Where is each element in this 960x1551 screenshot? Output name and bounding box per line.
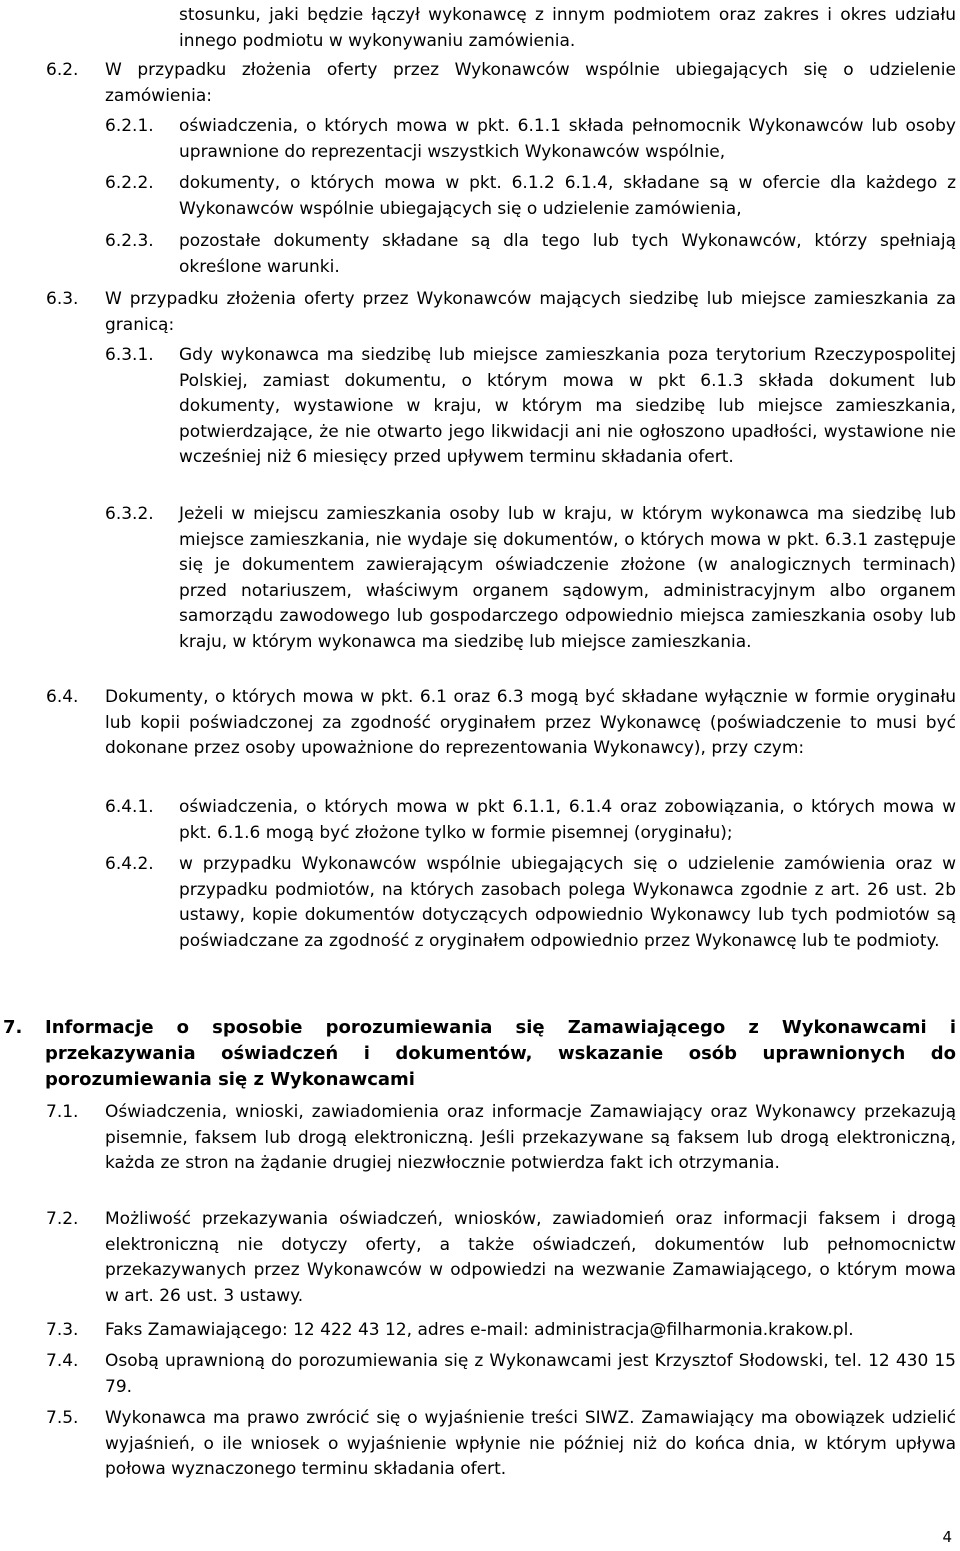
section-title: Informacje o sposobie porozumiewania się Zamawiającego z Wykonawcami i przekazywania oświadczeń i dokumentów, wskazanie osób uprawnionych do porozumiewania się z Wykonawcami	[45, 1017, 956, 1090]
paragraph-number: 6.3.1.	[105, 345, 154, 365]
paragraph-number: 7.3.	[46, 1320, 79, 1340]
paragraph-number: 6.2.2.	[105, 173, 154, 193]
paragraph-text: W przypadku złożenia oferty przez Wykonawców wspólnie ubiegających się o udzielenie zamówienia:	[105, 60, 956, 106]
paragraph-text: Wykonawca ma prawo zwrócić się o wyjaśnienie treści SIWZ. Zamawiający ma obowiązek udzielić wyjaśnień, o ile wniosek o wyjaśnienie wpłynie nie później niż do końca dnia, w którym upływa połowa wyznaczonego terminu składania ofert.	[105, 1408, 956, 1479]
paragraph-number: 6.4.2.	[105, 854, 154, 874]
paragraph-text: pozostałe dokumenty składane są dla tego lub tych Wykonawców, którzy spełniają określone warunki.	[179, 231, 956, 277]
paragraph-number: 6.3.2.	[105, 504, 154, 524]
paragraph-text: dokumenty, o których mowa w pkt. 6.1.2 6.1.4, składane są w ofercie dla każdego z Wykonawców wspólnie ubiegających się o udzielenie zamówienia,	[179, 173, 956, 219]
paragraph-number: 6.4.	[46, 687, 79, 707]
paragraph-text: Osobą uprawnioną do porozumiewania się z Wykonawcami jest Krzysztof Słodowski, tel. 12 430 15 79.	[105, 1351, 956, 1397]
paragraph-number: 6.4.1.	[105, 797, 154, 817]
paragraph-text: W przypadku złożenia oferty przez Wykonawców mających siedzibę lub miejsce zamieszkania za granicą:	[105, 289, 956, 335]
paragraph-text: Gdy wykonawca ma siedzibę lub miejsce zamieszkania poza terytorium Rzeczypospolitej Polskiej, zamiast dokumentu, o którym mowa w pkt 6.1.3 składa dokument lub dokumenty, wystawione w kraju, w którym ma siedzibę lub miejsce zamieszkania, potwierdzające, że nie otwarto jego likwidacji ani nie ogłoszono upadłości, wystawione nie wcześniej niż 6 miesięcy przed upływem terminu składania ofert.	[179, 345, 956, 467]
paragraph-text: Dokumenty, o których mowa w pkt. 6.1 oraz 6.3 mogą być składane wyłącznie w formie oryginału lub kopii poświadczonej za zgodność oryginałem przez Wykonawcę (poświadczenie to musi być dokonane przez osoby upoważnione do reprezentowania Wykonawcy), przy czym:	[105, 687, 956, 758]
paragraph-number: 7.2.	[46, 1209, 79, 1229]
section-number: 7.	[3, 1017, 23, 1038]
paragraph-number: 7.5.	[46, 1408, 79, 1428]
paragraph-text: oświadczenia, o których mowa w pkt 6.1.1, 6.1.4 oraz zobowiązania, o których mowa w pkt. 6.1.6 mogą być złożone tylko w formie pisemnej (oryginału);	[179, 797, 956, 843]
paragraph-number: 7.4.	[46, 1351, 79, 1371]
section-7-heading	[3, 1015, 956, 1093]
paragraph-text: Jeżeli w miejscu zamieszkania osoby lub w kraju, w którym wykonawca ma siedzibę lub miejsce zamieszkania, nie wydaje się dokumentów, o których mowa w pkt. 6.3.1 zastępuje się je dokumentem zawierającym oświadczenie złożone (w analogicznych terminach) przed notariuszem, właściwym organem sądowym, administracyjnym albo organem samorządu zawodowego lub gospodarczego odpowiednio miejsca zamieszkania osoby lub kraju, w którym wykonawca ma siedzibę lub miejsce zamieszkania.	[179, 504, 956, 652]
paragraph-text: Możliwość przekazywania oświadczeń, wniosków, zawiadomień oraz informacji faksem i drogą elektroniczną nie dotyczy oferty, a także oświadczeń, dokumentów lub pełnomocnictw przekazywanych przez Wykonawców w odpowiedzi na wezwanie Zamawiającego, o którym mowa w art. 26 ust. 3 ustawy.	[105, 1209, 956, 1306]
paragraph-text: w przypadku Wykonawców wspólnie ubiegających się o udzielenie zamówienia oraz w przypadku podmiotów, na których zasobach polega Wykonawca zgodnie z art. 26 ust. 2b ustawy, kopie dokumentów dotyczących odpowiednio Wykonawcy lub tych podmiotów są poświadczane za zgodność z oryginałem odpowiednio przez Wykonawcę lub te podmioty.	[179, 854, 956, 951]
paragraph-number: 6.2.	[46, 60, 79, 80]
paragraph-text: Faks Zamawiającego: 12 422 43 12, adres e-mail: administracja@filharmonia.krakow.pl.	[105, 1320, 854, 1340]
paragraph-text: Oświadczenia, wnioski, zawiadomienia oraz informacje Zamawiający oraz Wykonawcy przekazują pisemnie, faksem lub drogą elektroniczną. Jeśli przekazywane są faksem lub drogą elektroniczną, każda ze stron na żądanie drugiej niezwłocznie potwierdza fakt ich otrzymania.	[105, 1102, 956, 1173]
paragraph-number: 6.2.3.	[105, 231, 154, 251]
paragraph-number: 6.3.	[46, 289, 79, 309]
paragraph-text: oświadczenia, o których mowa w pkt. 6.1.1 składa pełnomocnik Wykonawców lub osoby uprawnione do reprezentacji wszystkich Wykonawców wspólnie,	[179, 116, 956, 162]
paragraph-number: 7.1.	[46, 1102, 79, 1122]
paragraph-continuation	[179, 3, 956, 54]
page-number: 4	[942, 1528, 952, 1546]
paragraph-number: 6.2.1.	[105, 116, 154, 136]
paragraph-text: stosunku, jaki będzie łączył wykonawcę z innym podmiotem oraz zakres i okres udziału innego podmiotu w wykonywaniu zamówienia.	[179, 5, 956, 51]
